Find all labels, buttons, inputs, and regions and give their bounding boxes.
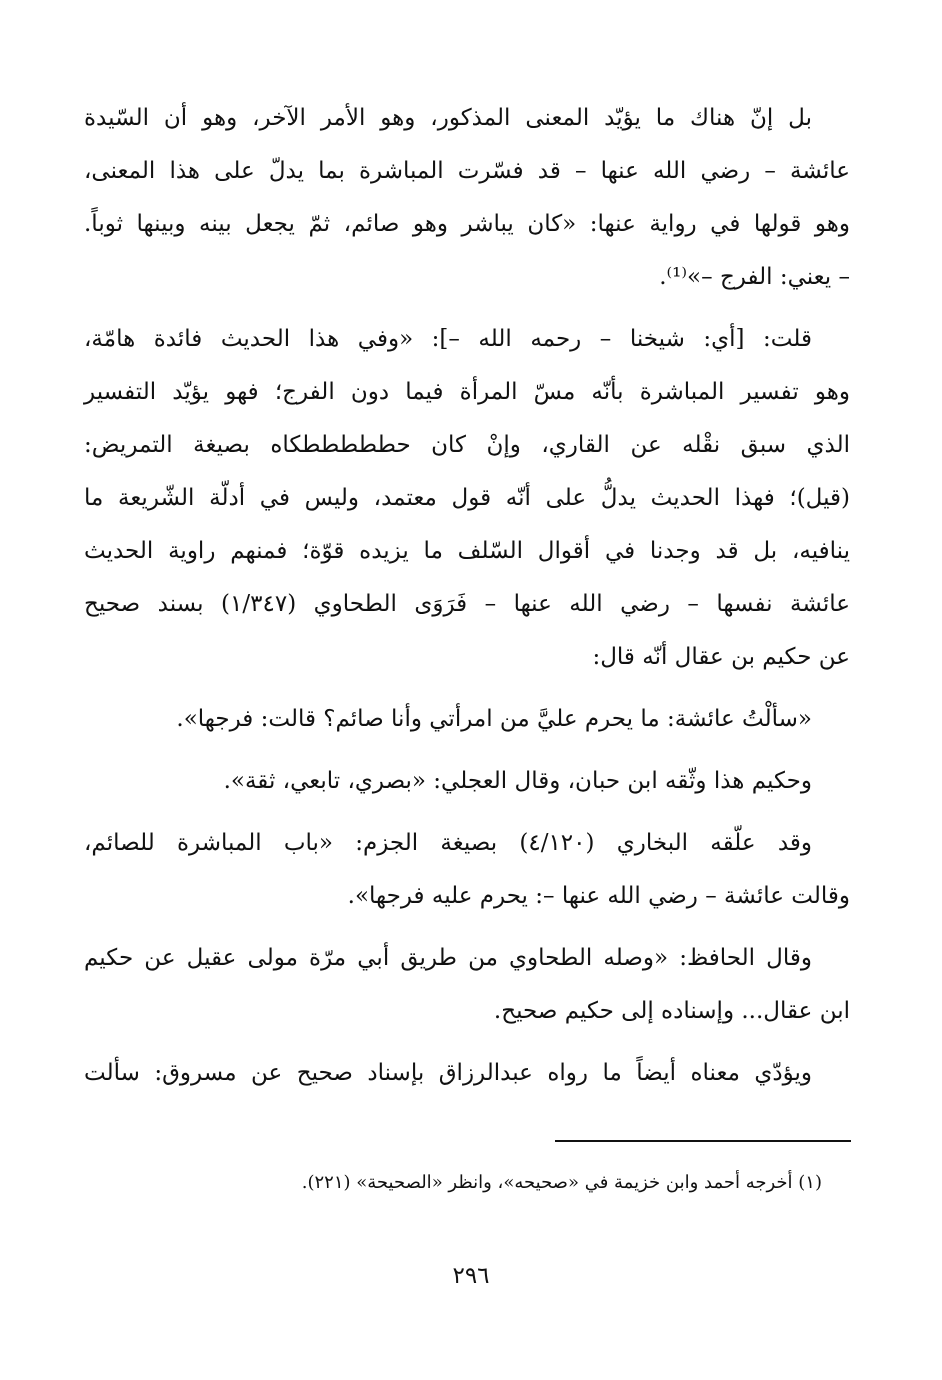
text-line: وحكيم هذا وثّقه ابن حبان، وقال العجلي: «بصري، تابعي، ثقة». [223,768,812,794]
text-line: ويؤدّي معناه أيضاً ما رواه عبدالرزاق بإسناد صحيح عن مسروق: سألت [84,1060,812,1086]
page-number: ٢٩٦ [452,1263,490,1289]
paragraph-gap [84,923,850,932]
text-line: عائشة نفسها – رضي الله عنها – فَرَوَى الطحاوي (١/٣٤٧) بسند صحيح [84,591,850,617]
text-line: بل إنّ هناك ما يؤيّد المعنى المذكور، وهو الأمر الآخر، وهو أن السّيدة [84,105,812,131]
text-line: ابن عقال... وإسناده إلى حكيم صحيح. [493,998,850,1024]
text-line: وهو تفسير المباشرة بأنّه مسّ المرأة فيما دون الفرج؛ فهو يؤيّد التفسير [84,379,850,405]
paragraph-gap [84,808,850,817]
text-line: – يعني: الفرج –»⁽¹⁾. [659,264,850,290]
text-line: وقد علّقه البخاري (٤/١٢٠) بصيغة الجزم: «باب المباشرة للصائم، [84,830,813,856]
quote-line: «سألْتُ عائشة: ما يحرم عليَّ من امرأتي وأنا صائم؟ قالت: فرجها». [176,706,812,732]
footnote-separator [555,1140,851,1142]
text-line: الذي سبق نقْله عن القاري، وإنْ كان حطططططكاه بصيغة التمريض: [84,432,850,458]
paragraph-gap [84,1038,850,1047]
text-line: قلت: [أي: شيخنا – رحمه الله –]: «وفي هذا الحديث فائدة هامّة، [84,326,812,352]
text-line: عن حكيم بن عقال أنّه قال: [592,644,850,670]
text-line: وقالت عائشة – رضي الله عنها –: يحرم عليه فرجها». [347,883,850,909]
paragraph-gap [84,684,850,693]
main-text [84,92,850,1100]
text-line: (قيل)؛ فهذا الحديث يدلُّ على أنّه قول معتمد، وليس في أدلّة الشّريعة ما [84,485,850,511]
text-line: ينافيه، بل قد وجدنا في أقوال السّلف ما يزيده قوّة؛ فمنهم راوية الحديث [84,538,850,564]
text-line: وهو قولها في رواية عنها: «كان يباشر وهو صائم، ثمّ يجعل بينه وبينها ثوباً. [84,211,850,237]
paragraph-gap [84,746,850,755]
text-line: وقال الحافظ: «وصله الطحاوي من طريق أبي مرّة مولى عقيل عن حكيم [84,945,812,971]
text-line: عائشة – رضي الله عنها – قد فسّرت المباشرة بما يدلّ على هذا المعنى، [84,158,850,184]
footnote: (١) أخرجه أحمد وابن خزيمة في «صحيحه»، وانظر «الصحيحة» (٢٢١). [301,1172,822,1193]
paragraph-gap [84,304,850,313]
